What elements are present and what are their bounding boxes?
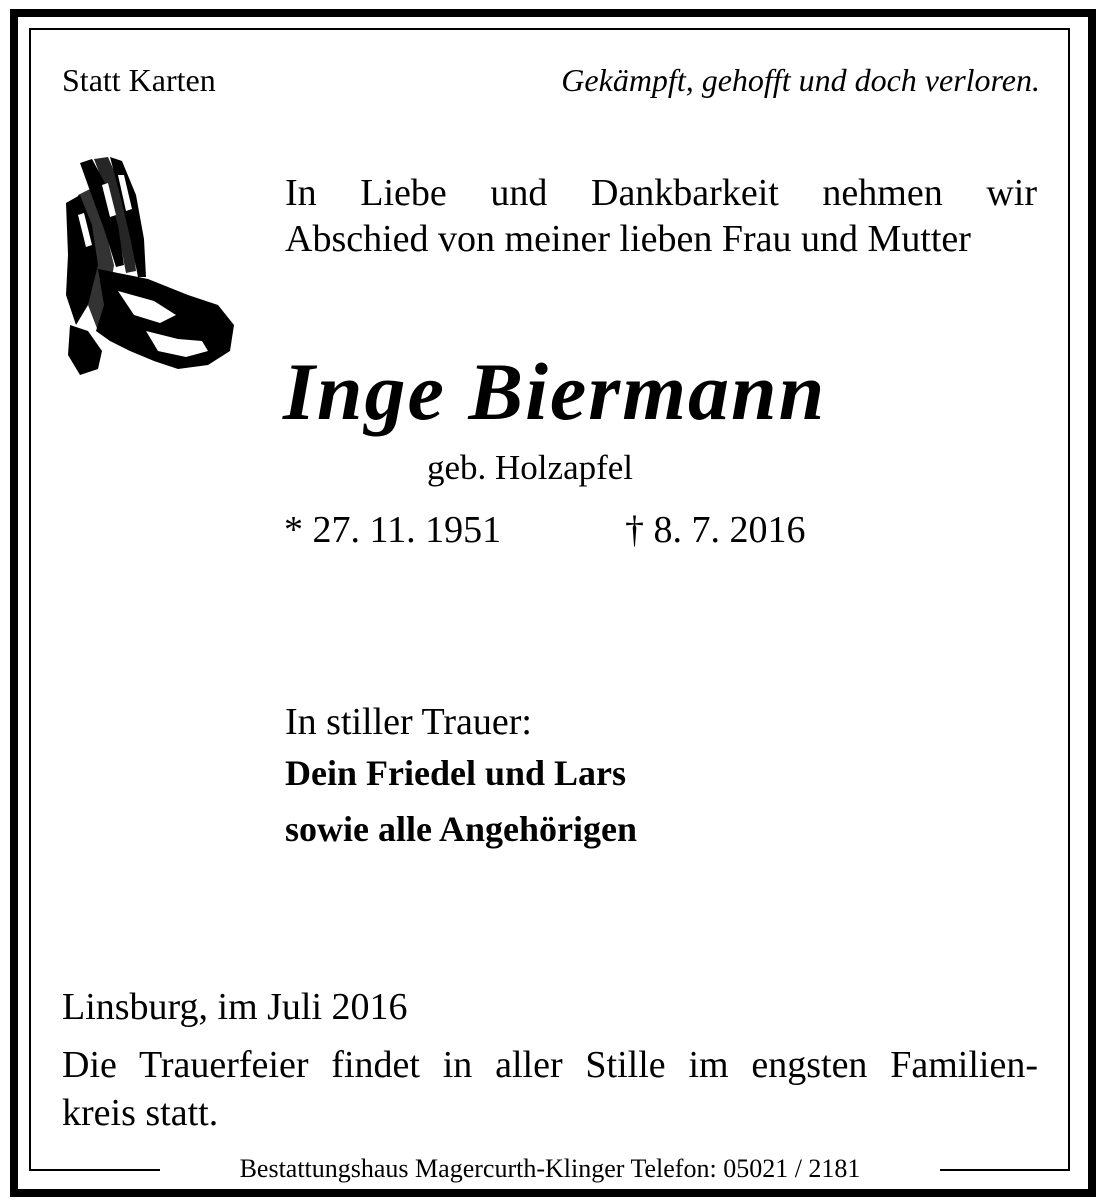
motto: Gekämpft, gehofft und doch verloren. — [561, 62, 1040, 98]
deceased-name: Inge Biermann — [283, 346, 827, 437]
death-date: † 8. 7. 2016 — [625, 509, 806, 551]
intro-line-1: In Liebe und Dankbarkeit nehmen wir — [285, 172, 1037, 214]
intro-text — [285, 170, 1037, 262]
maiden-name: geb. Holzapfel — [427, 448, 634, 487]
birth-date: * 27. 11. 1951 — [284, 509, 502, 551]
intro-line-2: Abschied von meiner lieben Frau und Mutter — [285, 218, 971, 260]
praying-hands-icon — [58, 155, 238, 385]
place-date: Linsburg, im Juli 2016 — [62, 986, 408, 1028]
funeral-notice — [62, 1041, 1038, 1137]
mourners-line-2: sowie alle Angehörigen — [285, 809, 637, 849]
funeral-home-footer: Bestattungshaus Magercurth-Klinger Telefon: 05021 / 2181 — [239, 1154, 861, 1183]
funeral-notice-line-2: kreis statt. — [62, 1092, 219, 1134]
mourning-label: In stiller Trauer: — [285, 701, 532, 743]
mourners-line-1: Dein Friedel und Lars — [285, 753, 627, 793]
funeral-notice-line-1: Die Trauerfeier findet in aller Stille im engsten Familien- — [62, 1044, 1038, 1086]
statt-karten-label: Statt Karten — [62, 62, 216, 98]
